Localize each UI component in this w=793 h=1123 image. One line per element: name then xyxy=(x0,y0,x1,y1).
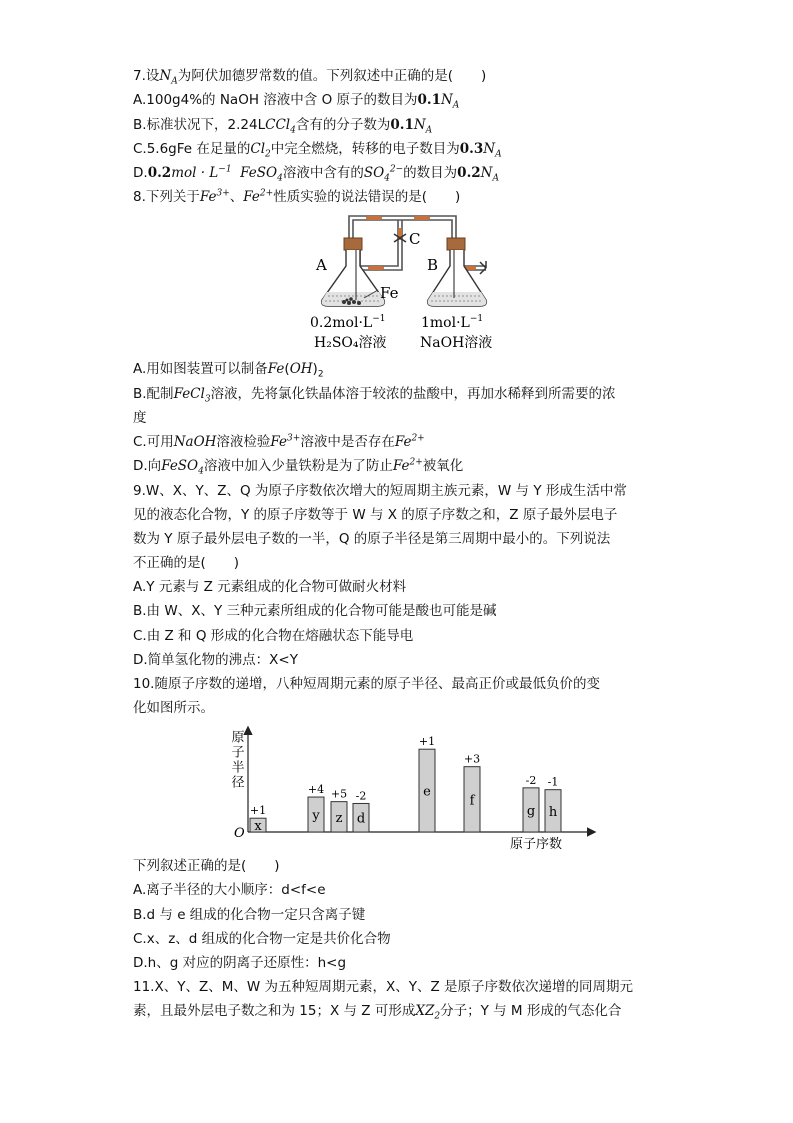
left-solution: H₂SO₄溶液 xyxy=(314,335,387,351)
label-b: B xyxy=(427,256,439,274)
bar-label-y: y xyxy=(312,808,320,824)
y-axis-label: 原子半径 xyxy=(228,730,244,790)
q10-option-a: A.离子半径的大小顺序：d<f<e xyxy=(133,882,326,898)
label-fe: Fe xyxy=(380,284,399,302)
bar-label-h: h xyxy=(548,804,558,820)
q8-stem: 8.下列关于$Fe^{3+}$、$Fe^{2+}$性质实验的说法错误的是( ) xyxy=(133,188,461,205)
valence-label-z: +5 xyxy=(330,787,348,801)
left-concentration: $0.2mol\cdot L^{-1}$ xyxy=(310,314,386,331)
q7-stem: 7.设$N_A$为阿伏加德罗常数的值。下列叙述中正确的是( ) xyxy=(133,68,487,87)
x-axis-label: 原子序数 xyxy=(510,837,563,852)
origin-label: O xyxy=(234,826,245,841)
q7-option-c: C.5.6gFe 在足量的$Cl_2$中完全燃烧，转移的电子数目为$0.3N_A$ xyxy=(133,141,502,160)
q9-stem-2: 见的液态化合物，Y 的原子序数等于 W 与 X 的原子序数之和，Z 原子最外层电子 xyxy=(133,507,618,523)
right-concentration: $1mol\cdot L^{-1}$ xyxy=(421,314,484,331)
valence-label-y: +4 xyxy=(307,783,325,797)
q10-stem-2: 化如图所示。 xyxy=(133,700,214,716)
bar-label-z: z xyxy=(335,810,343,826)
q10-option-c: C.x、z、d 组成的化合物一定是共价化合物 xyxy=(133,931,391,947)
q9-option-a: A.Y 元素与 Z 元素组成的化合物可做耐火材料 xyxy=(133,579,407,595)
q10-option-b: B.d 与 e 组成的化合物一定只含离子键 xyxy=(133,907,366,923)
valence-label-e: +1 xyxy=(418,735,436,749)
q10-option-d: D.h、g 对应的阴离子还原性：h<g xyxy=(133,955,347,971)
q8-option-d: D.向FeSO$_4$溶液中加入少量铁粉是为了防止$Fe^{2+}$被氧化 xyxy=(133,457,464,477)
valence-label-d: -2 xyxy=(355,789,367,803)
stopper-right xyxy=(447,238,465,250)
valence-label-h: -1 xyxy=(547,775,559,789)
q11-stem-1: 11.X、Y、Z、M、W 为五种短周期元素，X、Y、Z 是原子序数依次递增的同周期元 xyxy=(133,979,634,995)
q10-stem-1: 10.随原子序数的递增，八种短周期元素的原子半径、最高正价或最低负价的变 xyxy=(133,676,600,692)
valence-label-x: +1 xyxy=(249,804,267,818)
q10-question: 下列叙述正确的是( ) xyxy=(133,858,280,874)
q9-stem-1: 9.W、X、Y、Z、Q 为原子序数依次增大的短周期主族元素，W 与 Y 形成生活中常 xyxy=(133,483,627,499)
label-c: C xyxy=(409,230,421,248)
q7-option-b: B.标准状况下，2.24LCCl$_4$含有的分子数为$0.1N_A$ xyxy=(133,117,433,136)
q9-option-c: C.由 Z 和 Q 形成的化合物在熔融状态下能导电 xyxy=(133,628,414,644)
valence-label-g: -2 xyxy=(525,773,537,787)
q9-stem-4: 不正确的是( ) xyxy=(133,555,240,571)
q9-stem-3: 数为 Y 原子最外层电子数的一半，Q 的原子半径是第三周期中最小的。下列说法 xyxy=(133,531,611,547)
radius-valence-chart xyxy=(224,724,604,854)
stopcock-icon xyxy=(480,261,486,274)
q9-option-b: B.由 W、X、Y 三种元素所组成的化合物可能是酸也可能是碱 xyxy=(133,603,497,619)
q11-stem-2: 素，且最外层电子数之和为 15；X 与 Z 可形成$XZ_2$分子；Y 与 M 形成的气态化合 xyxy=(133,1003,622,1022)
bar-label-g: g xyxy=(526,803,536,819)
valence-label-f: +3 xyxy=(463,752,481,766)
bar-label-e: e xyxy=(423,784,431,800)
bar-label-d: d xyxy=(356,811,366,827)
stopper-left xyxy=(344,238,362,250)
q8-option-b-cont: 度 xyxy=(133,410,147,426)
q7-option-d: $D.0.2mol \cdot L^{-1}$ FeSO$_4$溶液中含有的$SO_4^{2-}$的数目为$0.2N_A$ xyxy=(133,164,499,184)
q8-option-b: B.配制FeCl$_3$溶液，先将氯化铁晶体溶于较浓的盐酸中，再加水稀释到所需要的浓 xyxy=(133,386,616,405)
q8-option-a: A.用如图装置可以制备$Fe(OH)_2$ xyxy=(133,361,324,380)
q7-option-a: A.100g4%的 NaOH 溶液中含 O 原子的数目为$0.1N_A$ xyxy=(133,92,460,111)
label-a: A xyxy=(316,256,327,274)
bar-label-f: f xyxy=(469,793,475,809)
apparatus-diagram xyxy=(300,208,510,356)
right-solution: NaOH溶液 xyxy=(420,335,493,351)
q8-option-c: C.可用NaOH溶液检验$Fe^{3+}$溶液中是否存在$Fe^{2+}$ xyxy=(133,433,425,450)
q9-option-d: D.简单氢化物的沸点：X<Y xyxy=(133,652,298,668)
bar-label-x: x xyxy=(254,819,262,835)
